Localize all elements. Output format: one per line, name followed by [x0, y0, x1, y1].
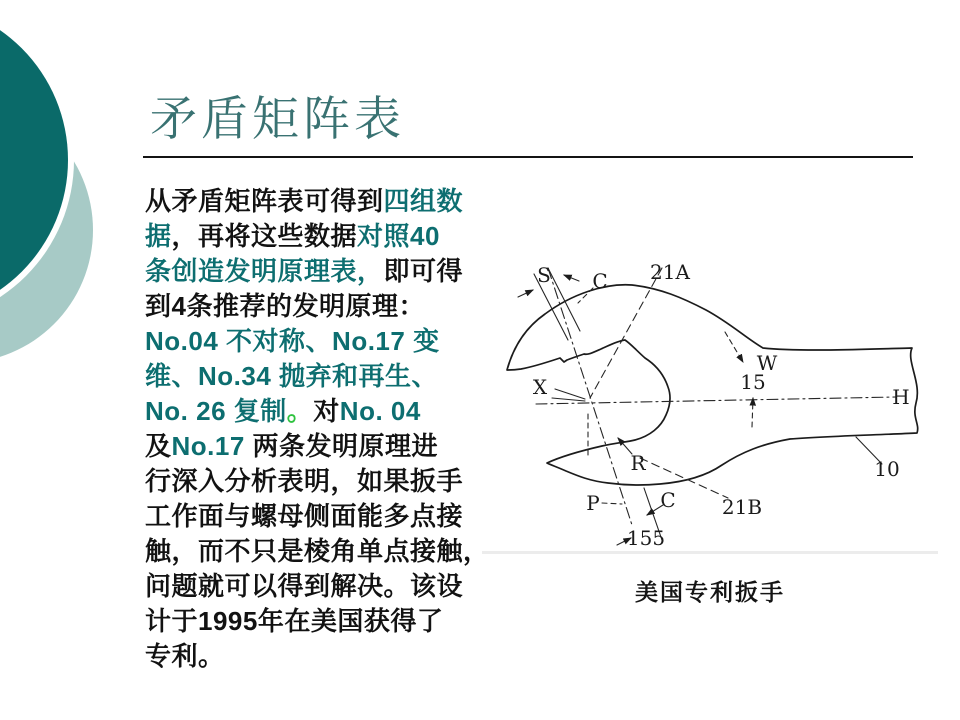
text-segment: 对 [313, 397, 340, 426]
text-segment: 。 [286, 397, 314, 426]
text-segment: 条创造发明原理表， [145, 257, 384, 286]
text-segment: 专利。 [145, 642, 225, 671]
line-21b [640, 458, 728, 498]
label-21a: 21A [650, 260, 690, 284]
page-title: 矛盾矩阵表 [150, 94, 405, 146]
body-line [145, 394, 490, 429]
body-line [145, 359, 490, 394]
label-s: S [537, 263, 551, 287]
text-segment: 从矛盾矩阵表可得到 [145, 187, 384, 216]
body-line [145, 184, 490, 219]
text-segment: 对照 [357, 222, 411, 251]
x-leader-1 [555, 389, 585, 399]
body-line [145, 289, 490, 324]
arrow-15 [752, 398, 753, 427]
label-10: 10 [874, 457, 900, 481]
text-segment: 维、 [145, 362, 199, 391]
text-segment: No.34 [198, 361, 280, 391]
s-line-right [548, 268, 580, 331]
label-w: W [756, 351, 778, 375]
text-segment: ，再将这些数据 [171, 222, 358, 251]
body-line [145, 254, 490, 289]
text-segment: No.04 [145, 326, 227, 356]
text-segment: No.17 [332, 326, 414, 356]
text-segment: 计于 [145, 607, 199, 636]
body-line [145, 499, 490, 534]
text-segment: 1995 [198, 606, 258, 636]
text-segment: 即可得 [383, 257, 464, 286]
label-155: 155 [626, 526, 666, 550]
arrow-s-right [564, 275, 579, 281]
text-segment: 4 [171, 291, 187, 321]
text-segment: 到 [145, 292, 172, 321]
text-segment: 据 [145, 222, 172, 251]
text-segment: 年在美国获得了 [257, 607, 444, 636]
arrow-s-left [518, 290, 533, 297]
label-h: H [892, 385, 910, 409]
line-c-top [578, 288, 593, 303]
label-15: 15 [740, 370, 766, 394]
jaw-face-line [548, 268, 632, 525]
text-segment: 两条发明原理进 [252, 432, 439, 461]
body-text [145, 184, 490, 674]
text-segment: 变 [413, 327, 440, 356]
diagram-caption: 美国专利扳手 [635, 580, 785, 605]
text-segment: 复制 [233, 397, 287, 426]
label-21b: 21B [721, 495, 763, 519]
arrow-w [725, 332, 743, 362]
body-line [145, 324, 490, 359]
x-leader-2 [552, 398, 585, 401]
text-segment: 问题就可以得到解决。该设 [145, 572, 464, 601]
text-segment: No.17 [171, 431, 253, 461]
text-segment: No. 04 [339, 396, 421, 426]
text-segment: 及 [145, 432, 172, 461]
label-c-top: C [592, 269, 608, 293]
text-segment: 抛弃和再生、 [279, 362, 439, 391]
text-segment: No. 26 [145, 396, 234, 426]
body-line [145, 429, 490, 464]
body-line [145, 604, 490, 639]
text-segment: 工作面与螺母侧面能多点接 [145, 502, 464, 531]
wrench-drawing [480, 248, 940, 568]
title-underline [143, 156, 913, 158]
text-segment: 不对称、 [226, 327, 333, 356]
label-c-bottom: C [660, 488, 676, 512]
line-p [602, 503, 622, 504]
label-p: P [586, 491, 600, 515]
text-segment: 条推荐的发明原理： [186, 292, 425, 321]
body-line [145, 639, 490, 674]
wrench-diagram [480, 248, 940, 568]
body-line [145, 464, 490, 499]
text-segment: 四组数 [383, 187, 464, 216]
wrench-outline [507, 285, 918, 485]
label-x: X [532, 375, 548, 399]
body-line [145, 219, 490, 254]
text-segment: 40 [410, 221, 440, 251]
label-r: R [630, 451, 646, 475]
text-segment: 触，而不只是棱角单点接触， [145, 537, 490, 566]
body-line [145, 569, 490, 604]
body-line [145, 534, 490, 569]
text-segment: 行深入分析表明，如果扳手 [145, 467, 464, 496]
